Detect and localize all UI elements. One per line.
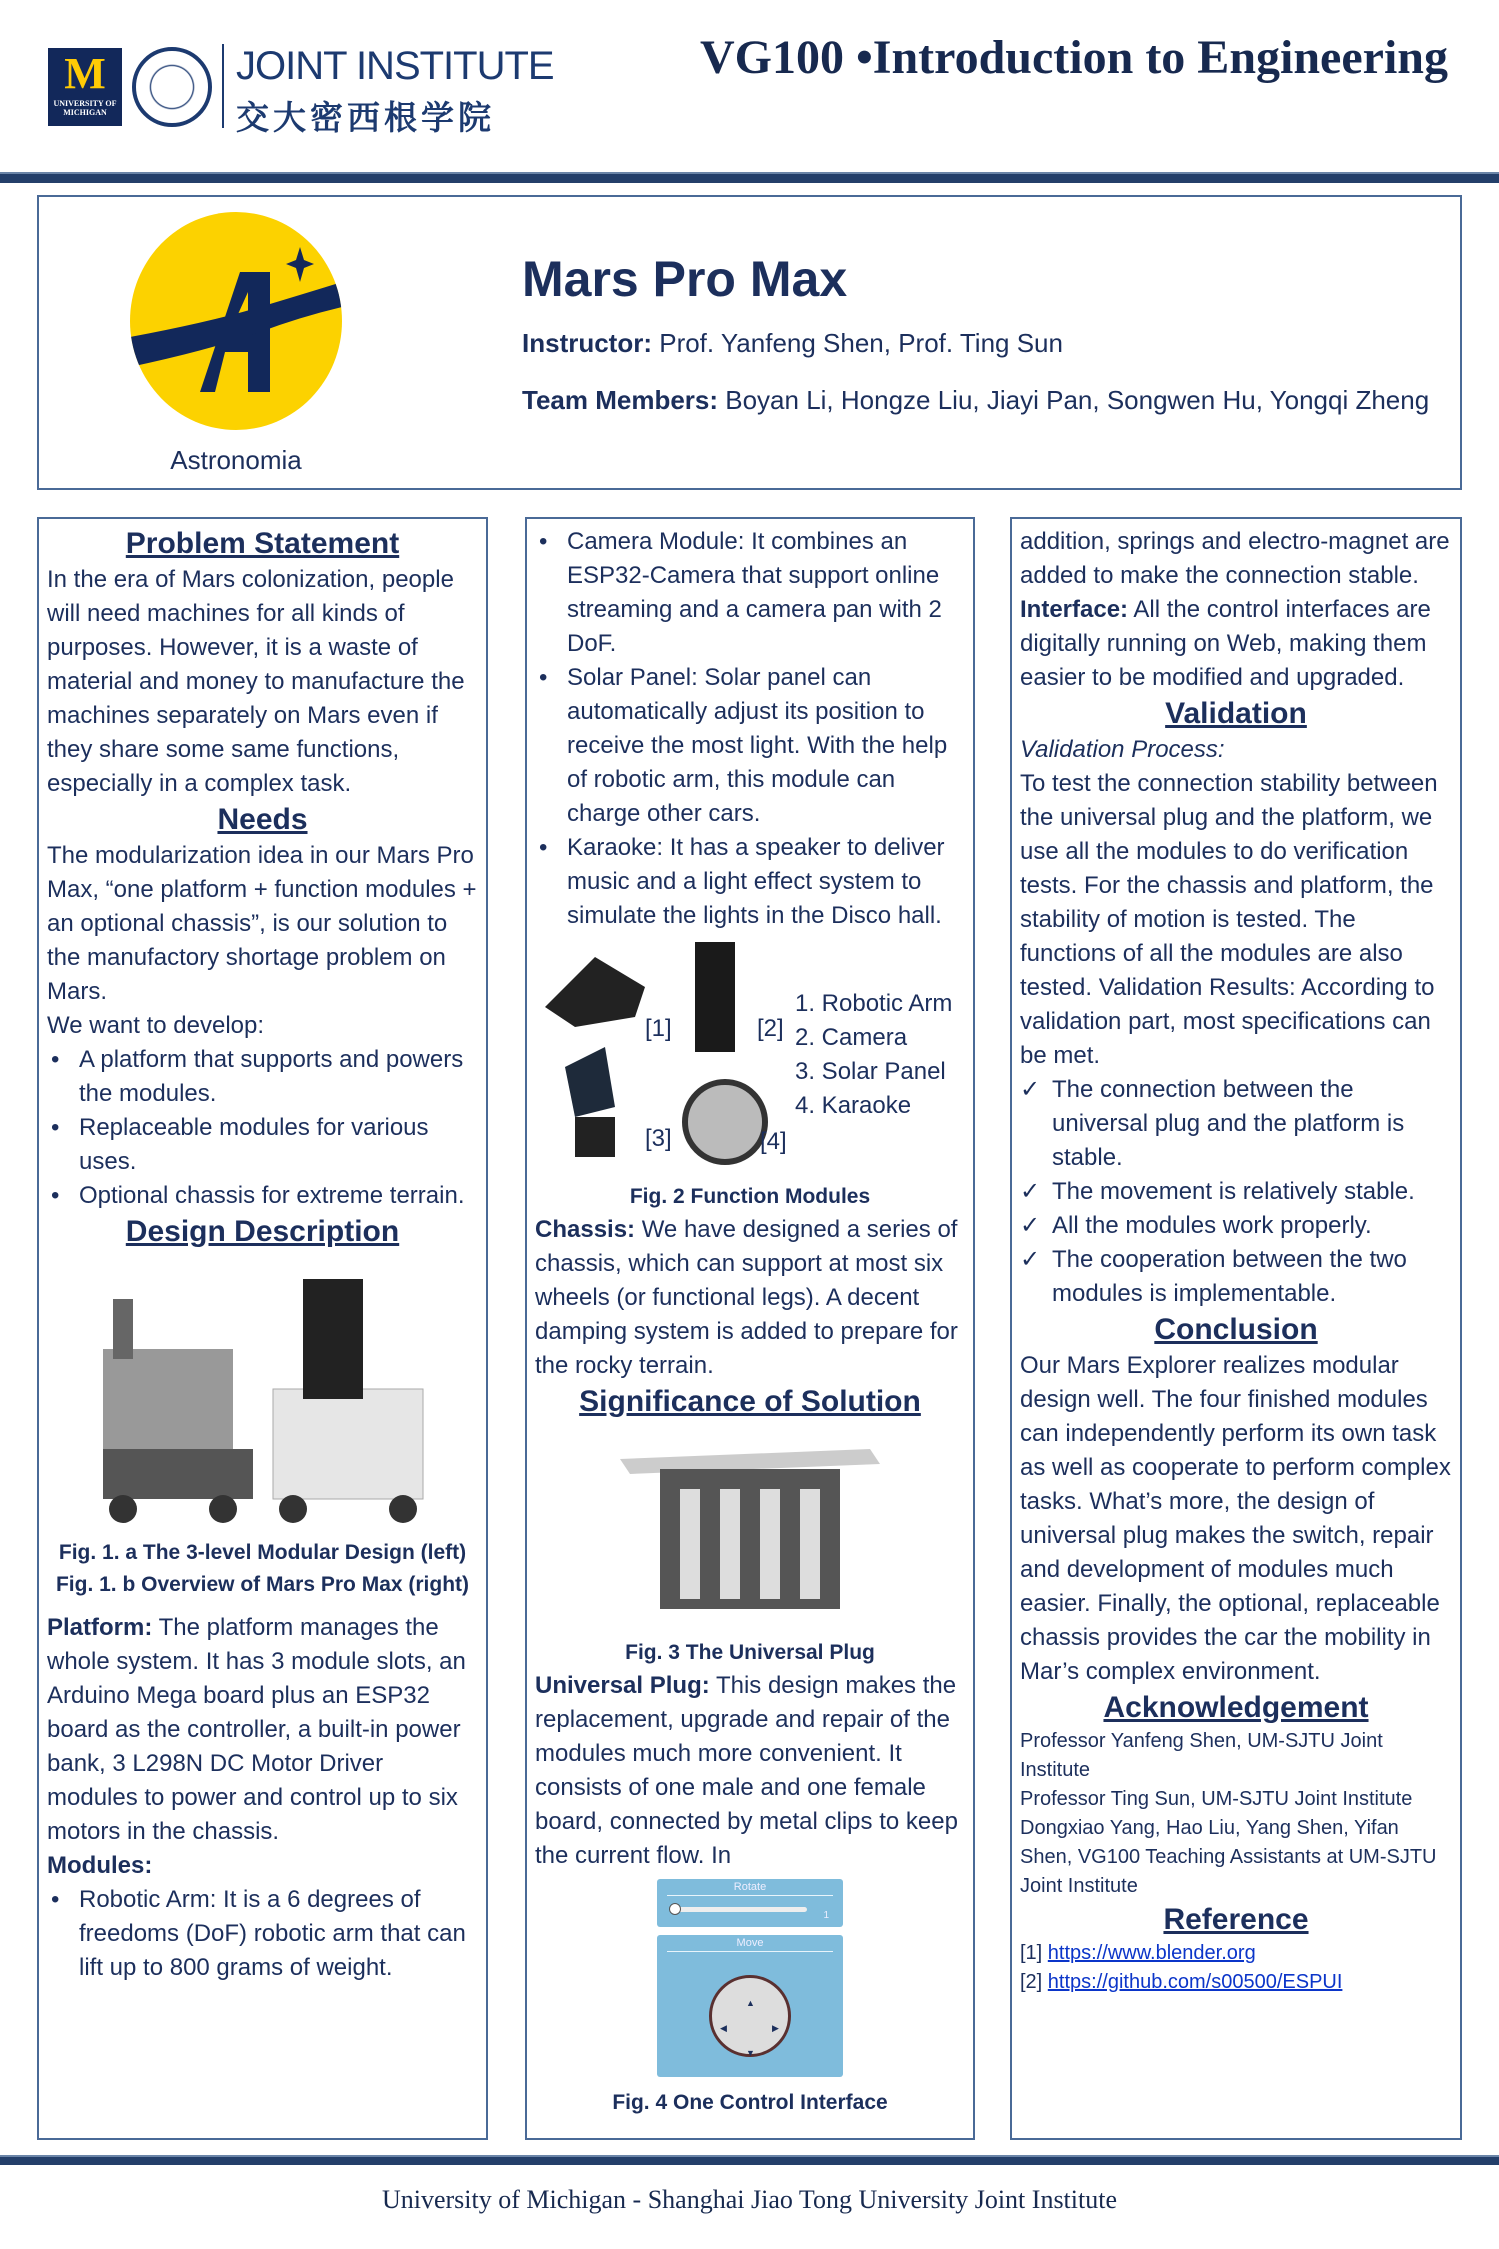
modules-list (47, 1883, 478, 1985)
fig2-legend-item: 2. Camera (795, 1024, 908, 1051)
fig2-tag: [4] (760, 1128, 787, 1155)
interface-body: All the control interfaces are digitally running on Web, making them easier to be modified and upgraded. (1020, 596, 1431, 691)
move-label: Move (667, 1935, 833, 1952)
fig2-tag: [1] (645, 1015, 672, 1042)
ref-tag: [1] (1020, 1942, 1048, 1964)
validation-process-label: Validation Process: (1020, 736, 1225, 763)
needs-heading: Needs (217, 803, 308, 836)
column-1 (37, 517, 488, 2140)
fig2-legend (795, 987, 952, 1123)
plug-text (535, 1669, 965, 1873)
list-item: • A platform that supports and powers the modules. (47, 1043, 478, 1111)
fig4-caption: Fig. 4 One Control Interface (612, 2091, 888, 2114)
fig2-legend-item: 4. Karaoke (795, 1092, 912, 1119)
design-heading: Design Description (125, 1215, 400, 1248)
reference-link[interactable]: https://www.blender.org (1047, 1942, 1256, 1964)
fig2-caption: Fig. 2 Function Modules (629, 1185, 871, 1208)
validation-heading: Validation (1165, 697, 1307, 730)
reference-1 (1020, 1939, 1452, 1968)
list-item: ✓ The cooperation between the two modules is implementable. (1020, 1243, 1452, 1311)
function-modules-figure (535, 937, 965, 1177)
plug-label: Universal Plug: (535, 1672, 710, 1699)
team-names: Boyan Li, Hongze Liu, Jiayi Pan, Songwen Hu, Yongqi Zheng (718, 385, 1430, 415)
fig2-tag: [2] (757, 1015, 784, 1042)
footer-text: University of Michigan - Shanghai Jiao Tong University Joint Institute (381, 2185, 1117, 2214)
problem-heading: Problem Statement (125, 527, 400, 560)
institute-name-cn: 交大密西根学院 (236, 99, 495, 136)
validation-list (1020, 1073, 1452, 1311)
list-item: • Solar Panel: Solar panel can automatically adjust its position to receive the most light. With the help of robotic arm, this module can charge other cars. (535, 661, 965, 831)
list-item: ✓ The movement is relatively stable. (1020, 1175, 1452, 1209)
rotate-value: 1 (823, 1910, 829, 1921)
plug-text-cont: addition, springs and electro-magnet are added to make the connection stable. (1020, 528, 1450, 589)
platform-label: Platform: (47, 1614, 153, 1641)
platform-text (47, 1611, 478, 1849)
umich-logo (48, 48, 122, 126)
bottom-rule (0, 2155, 1499, 2165)
umich-letter: M (64, 49, 106, 98)
chassis-label: Chassis: (535, 1216, 636, 1243)
instructor-line (522, 328, 1063, 359)
fig2-legend-item: 1. Robotic Arm (795, 990, 953, 1017)
control-interface-image (657, 1879, 843, 2079)
arrow-down-icon[interactable]: ▼ (746, 2048, 755, 2058)
significance-heading: Significance of Solution (579, 1385, 921, 1418)
interface-label: Interface: (1020, 596, 1129, 623)
project-title: Mars Pro Max (522, 251, 848, 307)
team-line (522, 385, 1429, 416)
list-item: • Replaceable modules for various uses. (47, 1111, 478, 1179)
astronomia-logo-icon (130, 212, 342, 430)
needs-list (47, 1043, 478, 1213)
ack-line: Professor Ting Sun, UM-SJTU Joint Institute (1020, 1788, 1413, 1810)
list-item: • Robotic Arm: It is a 6 degrees of freedoms (DoF) robotic arm that can lift up to 800 grams of weight. (47, 1883, 478, 1985)
fig1a-caption: Fig. 1. a The 3-level Modular Design (left) (58, 1541, 467, 1564)
fig2-tag: [3] (645, 1125, 672, 1152)
ack-line: Professor Yanfeng Shen, UM-SJTU Joint Institute (1020, 1730, 1383, 1781)
needs-develop: We want to develop: (47, 1012, 265, 1039)
arrow-up-icon[interactable]: ▲ (746, 1998, 755, 2008)
rover-photos (73, 1259, 453, 1529)
arrow-right-icon[interactable]: ▶ (772, 2023, 779, 2033)
logo-divider (222, 44, 224, 128)
arrow-left-icon[interactable]: ◀ (720, 2023, 727, 2033)
move-panel (657, 1935, 843, 2077)
direction-pad[interactable] (709, 1975, 791, 2057)
list-item: • Karaoke: It has a speaker to deliver music and a light effect system to simulate the lights in the Disco hall. (535, 831, 965, 933)
problem-text: In the era of Mars colonization, people will need machines for all kinds of purposes. However, it is a waste of material and money to manufacture the machines separately on Mars even if they share some same functions, especially in a complex task. (47, 566, 465, 797)
reference-heading: Reference (1163, 1903, 1309, 1936)
reference-link[interactable]: https://github.com/s00500/ESPUI (1047, 1971, 1343, 1993)
fig1b-caption: Fig. 1. b Overview of Mars Pro Max (right) (55, 1573, 470, 1596)
top-rule (0, 172, 1499, 183)
instructor-label: Instructor: (522, 328, 652, 358)
list-item: • Optional chassis for extreme terrain. (47, 1179, 478, 1213)
needs-text: The modularization idea in our Mars Pro Max, “one platform + function modules + an optional chassis”, is our solution to the manufactory shortage problem on Mars. (47, 842, 477, 1005)
sjtu-seal-icon (132, 47, 212, 127)
modules-list-cont (535, 525, 965, 933)
ack-heading: Acknowledgement (1103, 1691, 1369, 1724)
column-2 (525, 517, 975, 2140)
universal-plug-image (620, 1429, 880, 1629)
chassis-body: We have designed a series of chassis, which can support at most six wheels (or functional legs). A decent damping system is added to prepare for the rocky terrain. (535, 1216, 958, 1379)
list-item: • Camera Module: It combines an ESP32-Camera that support online streaming and a camera pan with 2 DoF. (535, 525, 965, 661)
institute-name-en: JOINT INSTITUTE (236, 44, 554, 88)
column-3 (1010, 517, 1462, 2140)
platform-body: The platform manages the whole system. It has 3 module slots, an Arduino Mega board plus an ESP32 board as the controller, a built-in power bank, 3 L298N DC Motor Driver modules to power and control up to six motors in the chassis. (47, 1614, 466, 1845)
plug-body: This design makes the replacement, upgrade and repair of the modules much more convenient. It consists of one male and one female board, connected by metal clips to keep the current flow. In (535, 1672, 958, 1869)
modules-label-text: Modules: (47, 1852, 153, 1879)
rotate-panel (657, 1879, 843, 1927)
team-name: Astronomia (170, 445, 302, 475)
rotate-label: Rotate (667, 1879, 833, 1896)
ack-line: Dongxiao Yang, Hao Liu, Yang Shen, Yifan Shen, VG100 Teaching Assistants at UM-SJTU Joint Institute (1020, 1817, 1437, 1897)
ref-tag: [2] (1020, 1971, 1048, 1993)
team-label: Team Members: (522, 385, 719, 415)
conclusion-text: Our Mars Explorer realizes modular design well. The four finished modules can independently perform its own task as well as cooperate to perform complex tasks. What’s more, the design of universal plug makes the switch, repair and development of modules much easier. Finally, the optional, replaceable chassis provides the car the mobility in Mar’s complex environment. (1020, 1352, 1451, 1685)
fig2-legend-item: 3. Solar Panel (795, 1058, 946, 1085)
fig3-caption: Fig. 3 The Universal Plug (625, 1641, 875, 1664)
interface-text (1020, 593, 1452, 695)
slider-knob[interactable] (669, 1903, 681, 1915)
umich-sub: UNIVERSITY OF MICHIGAN (53, 99, 117, 117)
list-item: ✓ All the modules work properly. (1020, 1209, 1452, 1243)
chassis-text (535, 1213, 965, 1383)
modules-label (47, 1849, 478, 1883)
list-item: ✓ The connection between the universal plug and the platform is stable. (1020, 1073, 1452, 1175)
conclusion-heading: Conclusion (1154, 1313, 1318, 1346)
course-title: VG100 •Introduction to Engineering (700, 31, 1448, 84)
rotate-slider[interactable] (671, 1907, 807, 1912)
validation-text: To test the connection stability between the universal plug and the platform, we use all the modules to do verification tests. For the chassis and platform, the stability of motion is tested. The functions of all the modules are also tested. Validation Results: According to validation part, most specifications can be met. (1020, 770, 1438, 1069)
instructor-names: Prof. Yanfeng Shen, Prof. Ting Sun (652, 328, 1063, 358)
reference-2 (1020, 1968, 1452, 1997)
